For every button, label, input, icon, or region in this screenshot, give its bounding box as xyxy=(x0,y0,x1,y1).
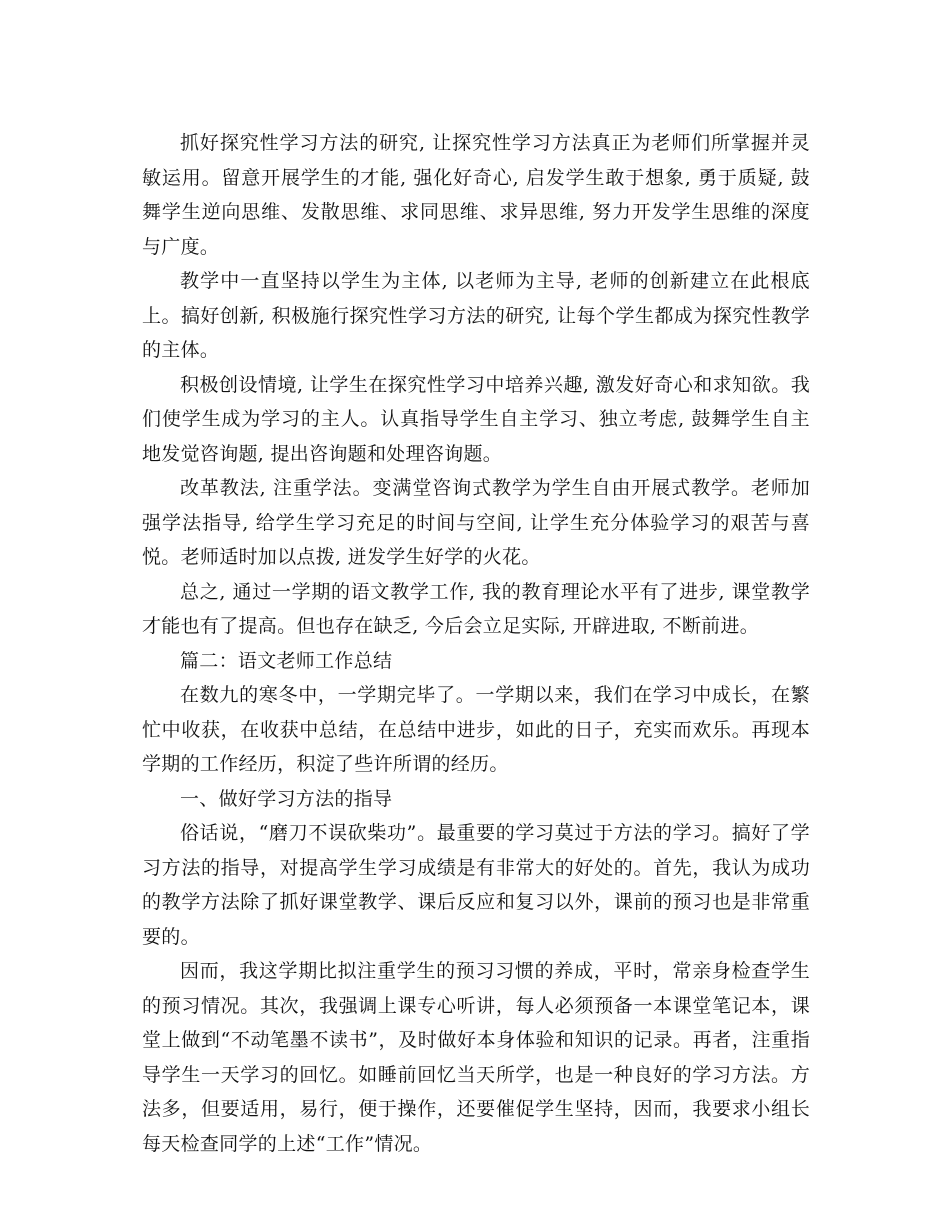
document-body xyxy=(142,126,810,1161)
paragraph-5: 总之, 通过一学期的语文教学工作, 我的教育理论水平有了进步, 课堂教学才能也有了提高。但也存在缺乏, 今后会立足实际, 开辟进取, 不断前进。 xyxy=(142,580,810,637)
paragraph-1: 抓好探究性学习方法的研究, 让探究性学习方法真正为老师们所掌握并灵敏运用。留意开展学生的才能, 强化好奇心, 启发学生敢于想象, 勇于质疑, 鼓舞学生逆向思维、发散思维、求同思维、求异思维, 努力开发学生思维的深度与广度。 xyxy=(142,132,810,258)
paragraph-7: 俗话说，“磨刀不误砍柴功”。最重要的学习莫过于方法的学习。搞好了学习方法的指导，对提高学生学习成绩是有非常大的好处的。首先，我认为成功的教学方法除了抓好课堂教学、课后反应和复习以外，课前的预习也是非常重要的。 xyxy=(142,822,810,948)
section-heading-1: 一、做好学习方法的指导 xyxy=(180,787,393,810)
paragraph-3: 积极创设情境, 让学生在探究性学习中培养兴趣, 激发好奇心和求知欲。我们使学生成为学习的主人。认真指导学生自主学习、独立考虑, 鼓舞学生自主地发觉咨询题, 提出咨询题和处理咨询题。 xyxy=(142,373,810,465)
paragraph-2: 教学中一直坚持以学生为主体, 以老师为主导, 老师的创新建立在此根底上。搞好创新, 积极施行探究性学习方法的研究, 让每个学生都成为探究性教学的主体。 xyxy=(142,270,810,361)
paragraph-8: 因而，我这学期比拟注重学生的预习习惯的养成，平时，常亲身检查学生的预习情况。其次，我强调上课专心听讲，每人必须预备一本课堂笔记本，课堂上做到“不动笔墨不读书”，及时做好本身体验和知识的记录。再者，注重指导学生一天学习的回忆。如睡前回忆当天所学，也是一种良好的学习方法。方法多，但要适用，易行，便于操作，还要催促学生坚持，因而，我要求小组长每天检查同学的上述“工作”情况。 xyxy=(142,960,810,1155)
paragraph-4: 改革教法, 注重学法。变满堂咨询式教学为学生自由开展式教学。老师加强学法指导, 给学生学习充足的时间与空间, 让学生充分体验学习的艰苦与喜悦。老师适时加以点拨, 迸发学生好学的火花。 xyxy=(142,477,810,568)
section-title-part-two: 篇二：语文老师工作总结 xyxy=(180,649,393,672)
paragraph-6: 在数九的寒冬中，一学期完毕了。一学期以来，我们在学习中成长，在繁忙中收获，在收获中总结，在总结中进步，如此的日子，充实而欢乐。再现本学期的工作经历，积淀了些许所谓的经历。 xyxy=(142,684,810,775)
